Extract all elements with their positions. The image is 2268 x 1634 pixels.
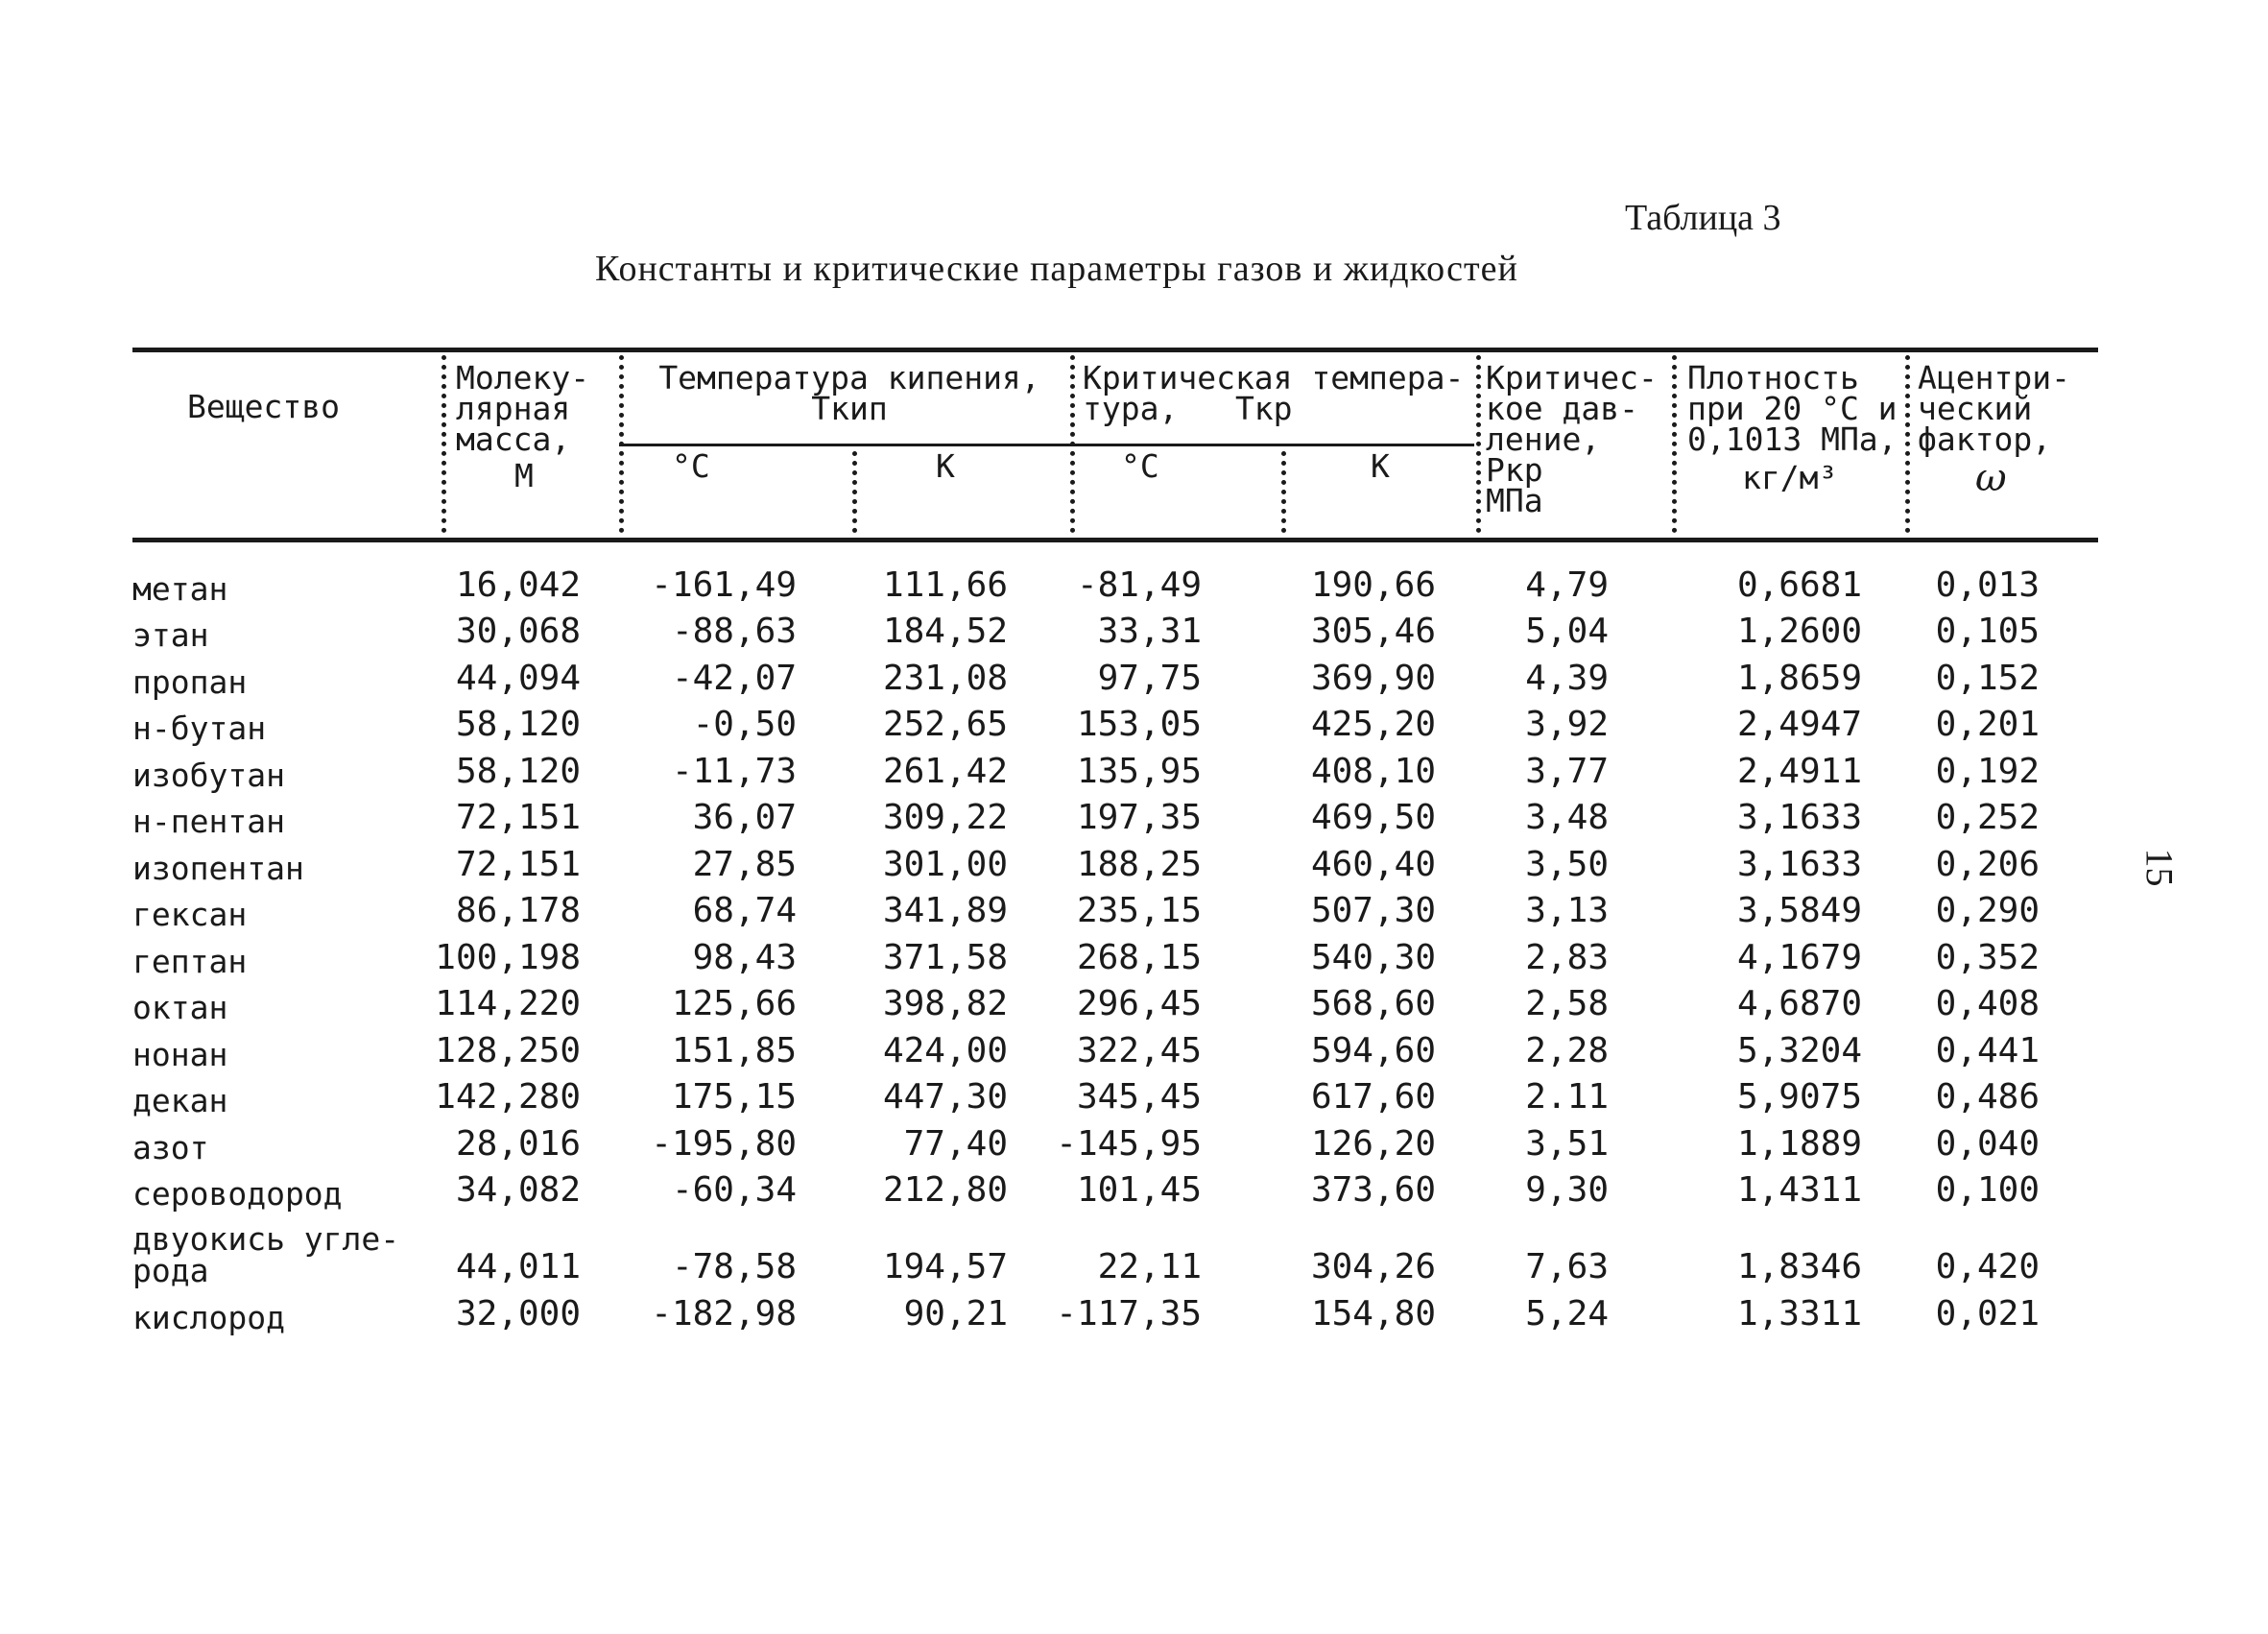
header-boiling-kelvin: К [936,447,955,485]
cell-substance-name: метан [132,569,228,608]
cell-boiling-kelvin: 261,42 [882,751,1008,791]
cell-critical-kelvin: 425,20 [1310,705,1436,744]
cell-density: 2,4947 [1736,705,1862,744]
table-row [0,841,2268,888]
cell-molar-mass: 44,011 [455,1247,581,1286]
cell-critical-pressure: 3,48 [1525,798,1609,837]
cell-critical-celsius: 345,45 [1076,1077,1202,1117]
cell-boiling-celsius: 125,66 [671,984,797,1023]
cell-boiling-kelvin: 398,82 [882,984,1008,1023]
cell-critical-kelvin: 469,50 [1310,798,1436,837]
header-bottom-rule [132,538,2098,542]
header-critical-temp: Критическая темпера- тура, Ткр [1083,359,1465,427]
cell-critical-celsius: 153,05 [1076,705,1202,744]
cell-boiling-celsius: -60,34 [671,1170,797,1210]
cell-critical-kelvin: 408,10 [1310,751,1436,791]
table-row [0,655,2268,702]
cell-boiling-kelvin: 424,00 [882,1030,1008,1070]
cell-density: 0,6681 [1736,565,1862,605]
cell-acentric-factor: 0,021 [1935,1293,2040,1334]
cell-density: 2,4911 [1736,751,1862,791]
cell-critical-celsius: 296,45 [1076,984,1202,1023]
cell-critical-kelvin: 540,30 [1310,937,1436,977]
cell-critical-kelvin: 568,60 [1310,984,1436,1023]
cell-acentric-factor: 0,420 [1935,1247,2040,1286]
cell-boiling-kelvin: 301,00 [882,844,1008,884]
cell-molar-mass: 72,151 [455,798,581,837]
table-row [0,1167,2268,1214]
cell-critical-celsius: 197,35 [1076,798,1202,837]
table-row [0,888,2268,935]
cell-critical-kelvin: 190,66 [1310,565,1436,605]
table-row [0,934,2268,981]
cell-substance-name: этан [132,616,209,654]
cell-density: 1,4311 [1736,1170,1862,1210]
column-divider [1476,355,1481,533]
cell-critical-celsius: 33,31 [1097,612,1202,651]
cell-critical-kelvin: 594,60 [1310,1030,1436,1070]
header-molar-mass-symbol: М [514,457,534,494]
cell-critical-kelvin: 126,20 [1310,1123,1436,1164]
header-critical-celsius: °С [1121,447,1159,485]
cell-molar-mass: 72,151 [455,844,581,884]
cell-boiling-kelvin: 231,08 [882,658,1008,698]
header-molar-mass: Молеку- лярная масса, [456,359,590,458]
cell-critical-celsius: 322,45 [1076,1030,1202,1070]
cell-acentric-factor: 0,040 [1935,1123,2040,1164]
cell-critical-pressure: 4,79 [1525,565,1609,605]
boiling-temp-subrule [619,444,1075,446]
cell-boiling-celsius: 98,43 [692,937,797,977]
cell-boiling-kelvin: 194,57 [882,1247,1008,1286]
cell-acentric-factor: 0,441 [1935,1030,2040,1070]
cell-density: 1,8659 [1736,658,1862,698]
cell-critical-pressure: 2,58 [1525,984,1609,1023]
cell-molar-mass: 58,120 [455,705,581,744]
cell-substance-name: гептан [132,942,248,980]
cell-boiling-celsius: -42,07 [671,658,797,698]
column-divider [1070,355,1075,533]
cell-critical-pressure: 9,30 [1525,1170,1609,1210]
cell-boiling-kelvin: 309,22 [882,798,1008,837]
cell-boiling-kelvin: 447,30 [882,1077,1008,1117]
cell-boiling-celsius: 68,74 [692,891,797,930]
header-boiling-celsius: °С [672,447,710,485]
cell-critical-celsius: 135,95 [1076,751,1202,791]
column-divider [1281,451,1286,533]
cell-molar-mass: 34,082 [455,1170,581,1210]
cell-density: 3,1633 [1736,798,1862,837]
cell-molar-mass: 16,042 [455,565,581,605]
cell-molar-mass: 30,068 [455,612,581,651]
header-density-unit: кг/м³ [1742,459,1838,496]
cell-acentric-factor: 0,252 [1935,798,2040,837]
table-row [0,562,2268,609]
cell-critical-pressure: 3,13 [1525,891,1609,930]
column-divider [1672,355,1677,533]
table-row [0,1120,2268,1167]
cell-critical-pressure: 5,24 [1525,1293,1609,1334]
table-row [0,609,2268,656]
cell-critical-kelvin: 617,60 [1310,1077,1436,1117]
cell-boiling-celsius: -161,49 [651,565,797,605]
cell-boiling-celsius: 175,15 [671,1077,797,1117]
cell-critical-kelvin: 304,26 [1310,1247,1436,1286]
cell-molar-mass: 28,016 [455,1123,581,1164]
cell-critical-celsius: 101,45 [1076,1170,1202,1210]
cell-acentric-factor: 0,486 [1935,1077,2040,1117]
cell-acentric-factor: 0,105 [1935,612,2040,651]
cell-critical-celsius: 22,11 [1097,1247,1202,1286]
table-top-rule [132,348,2098,352]
header-boiling-temp: Температура кипения, Ткип [658,359,1040,427]
cell-density: 5,9075 [1736,1077,1862,1117]
cell-density: 1,8346 [1736,1247,1862,1286]
header-substance: Вещество [187,388,340,425]
cell-critical-celsius: -117,35 [1056,1293,1202,1334]
cell-boiling-celsius: 27,85 [692,844,797,884]
cell-molar-mass: 32,000 [455,1293,581,1334]
page-number: 15 [2137,848,2182,887]
cell-critical-pressure: 4,39 [1525,658,1609,698]
column-divider [619,355,624,533]
cell-molar-mass: 86,178 [455,891,581,930]
cell-critical-pressure: 3,51 [1525,1123,1609,1164]
cell-boiling-kelvin: 111,66 [882,565,1008,605]
table-row [0,1027,2268,1074]
cell-boiling-celsius: -182,98 [651,1293,797,1334]
cell-molar-mass: 100,198 [435,937,581,977]
cell-substance-name: изопентан [132,849,304,887]
cell-molar-mass: 58,120 [455,751,581,791]
cell-molar-mass: 128,250 [435,1030,581,1070]
cell-critical-pressure: 2,83 [1525,937,1609,977]
table-row [0,1290,2268,1337]
cell-critical-pressure: 7,63 [1525,1247,1609,1286]
cell-substance-name: декан [132,1082,228,1119]
cell-acentric-factor: 0,013 [1935,565,2040,605]
cell-density: 3,5849 [1736,891,1862,930]
cell-boiling-celsius: 151,85 [671,1030,797,1070]
cell-substance-name: н-бутан [132,709,267,747]
cell-substance-name: гексан [132,896,248,933]
cell-density: 4,6870 [1736,984,1862,1023]
cell-substance-name: октан [132,989,228,1026]
table-label: Таблица 3 [1625,198,1781,238]
cell-critical-pressure: 3,92 [1525,705,1609,744]
cell-boiling-kelvin: 90,21 [903,1293,1008,1334]
header-critical-kelvin: К [1371,447,1390,485]
table-title: Константы и критические параметры газов и жидкостей [595,249,1518,289]
cell-acentric-factor: 0,352 [1935,937,2040,977]
cell-critical-celsius: 268,15 [1076,937,1202,977]
header-acentric-symbol: ω [1975,456,2007,500]
cell-critical-kelvin: 305,46 [1310,612,1436,651]
table-row [0,1213,2268,1290]
header-critical-pressure: Критичес- кое дав- ление, Ркр МПа [1486,359,1658,519]
cell-critical-celsius: -145,95 [1056,1123,1202,1164]
cell-substance-name: сероводород [132,1175,343,1213]
cell-critical-celsius: 188,25 [1076,844,1202,884]
cell-boiling-celsius: -0,50 [692,705,797,744]
cell-critical-kelvin: 373,60 [1310,1170,1436,1210]
cell-boiling-celsius: -88,63 [671,612,797,651]
cell-density: 1,3311 [1736,1293,1862,1334]
cell-substance-name: изобутан [132,756,285,794]
cell-critical-kelvin: 507,30 [1310,891,1436,930]
cell-boiling-kelvin: 212,80 [882,1170,1008,1210]
cell-acentric-factor: 0,408 [1935,984,2040,1023]
cell-boiling-kelvin: 371,58 [882,937,1008,977]
cell-acentric-factor: 0,192 [1935,751,2040,791]
cell-critical-kelvin: 154,80 [1310,1293,1436,1334]
cell-acentric-factor: 0,152 [1935,658,2040,698]
cell-critical-celsius: -81,49 [1076,565,1202,605]
column-divider [1905,355,1910,533]
cell-molar-mass: 44,094 [455,658,581,698]
cell-substance-name: нонан [132,1035,228,1073]
cell-boiling-kelvin: 252,65 [882,705,1008,744]
cell-critical-pressure: 2.11 [1525,1077,1609,1117]
cell-substance-name: пропан [132,662,248,701]
cell-substance-name: кислород [132,1298,285,1336]
table-row [0,702,2268,749]
table-row [0,1074,2268,1121]
cell-critical-celsius: 97,75 [1097,658,1202,698]
cell-density: 1,1889 [1736,1123,1862,1164]
critical-temp-subrule [1073,444,1474,446]
column-divider [852,451,857,533]
cell-boiling-kelvin: 341,89 [882,891,1008,930]
header-acentric-factor: Ацентри- ческий фактор, [1918,359,2070,458]
cell-critical-kelvin: 460,40 [1310,844,1436,884]
cell-density: 5,3204 [1736,1030,1862,1070]
cell-acentric-factor: 0,201 [1935,705,2040,744]
header-density: Плотность при 20 °С и 0,1013 МПа, [1687,359,1898,458]
table-row [0,748,2268,795]
cell-critical-pressure: 2,28 [1525,1030,1609,1070]
cell-density: 1,2600 [1736,612,1862,651]
cell-substance-name: двуокись угле- рода [132,1220,400,1289]
column-divider [442,355,446,533]
cell-critical-kelvin: 369,90 [1310,658,1436,698]
cell-critical-pressure: 3,77 [1525,751,1609,791]
cell-boiling-celsius: 36,07 [692,798,797,837]
cell-boiling-kelvin: 77,40 [903,1123,1008,1164]
cell-density: 3,1633 [1736,844,1862,884]
cell-critical-pressure: 3,50 [1525,844,1609,884]
cell-critical-celsius: 235,15 [1076,891,1202,930]
cell-boiling-celsius: -195,80 [651,1123,797,1164]
cell-acentric-factor: 0,100 [1935,1170,2040,1210]
cell-acentric-factor: 0,290 [1935,891,2040,930]
cell-density: 4,1679 [1736,937,1862,977]
cell-molar-mass: 114,220 [435,984,581,1023]
table-row [0,981,2268,1028]
cell-boiling-celsius: -78,58 [671,1247,797,1286]
cell-substance-name: азот [132,1128,209,1166]
cell-critical-pressure: 5,04 [1525,612,1609,651]
cell-boiling-celsius: -11,73 [671,751,797,791]
cell-substance-name: н-пентан [132,803,285,840]
cell-boiling-kelvin: 184,52 [882,612,1008,651]
cell-molar-mass: 142,280 [435,1077,581,1117]
table-body [0,562,2268,1337]
cell-acentric-factor: 0,206 [1935,844,2040,884]
table-row [0,795,2268,842]
